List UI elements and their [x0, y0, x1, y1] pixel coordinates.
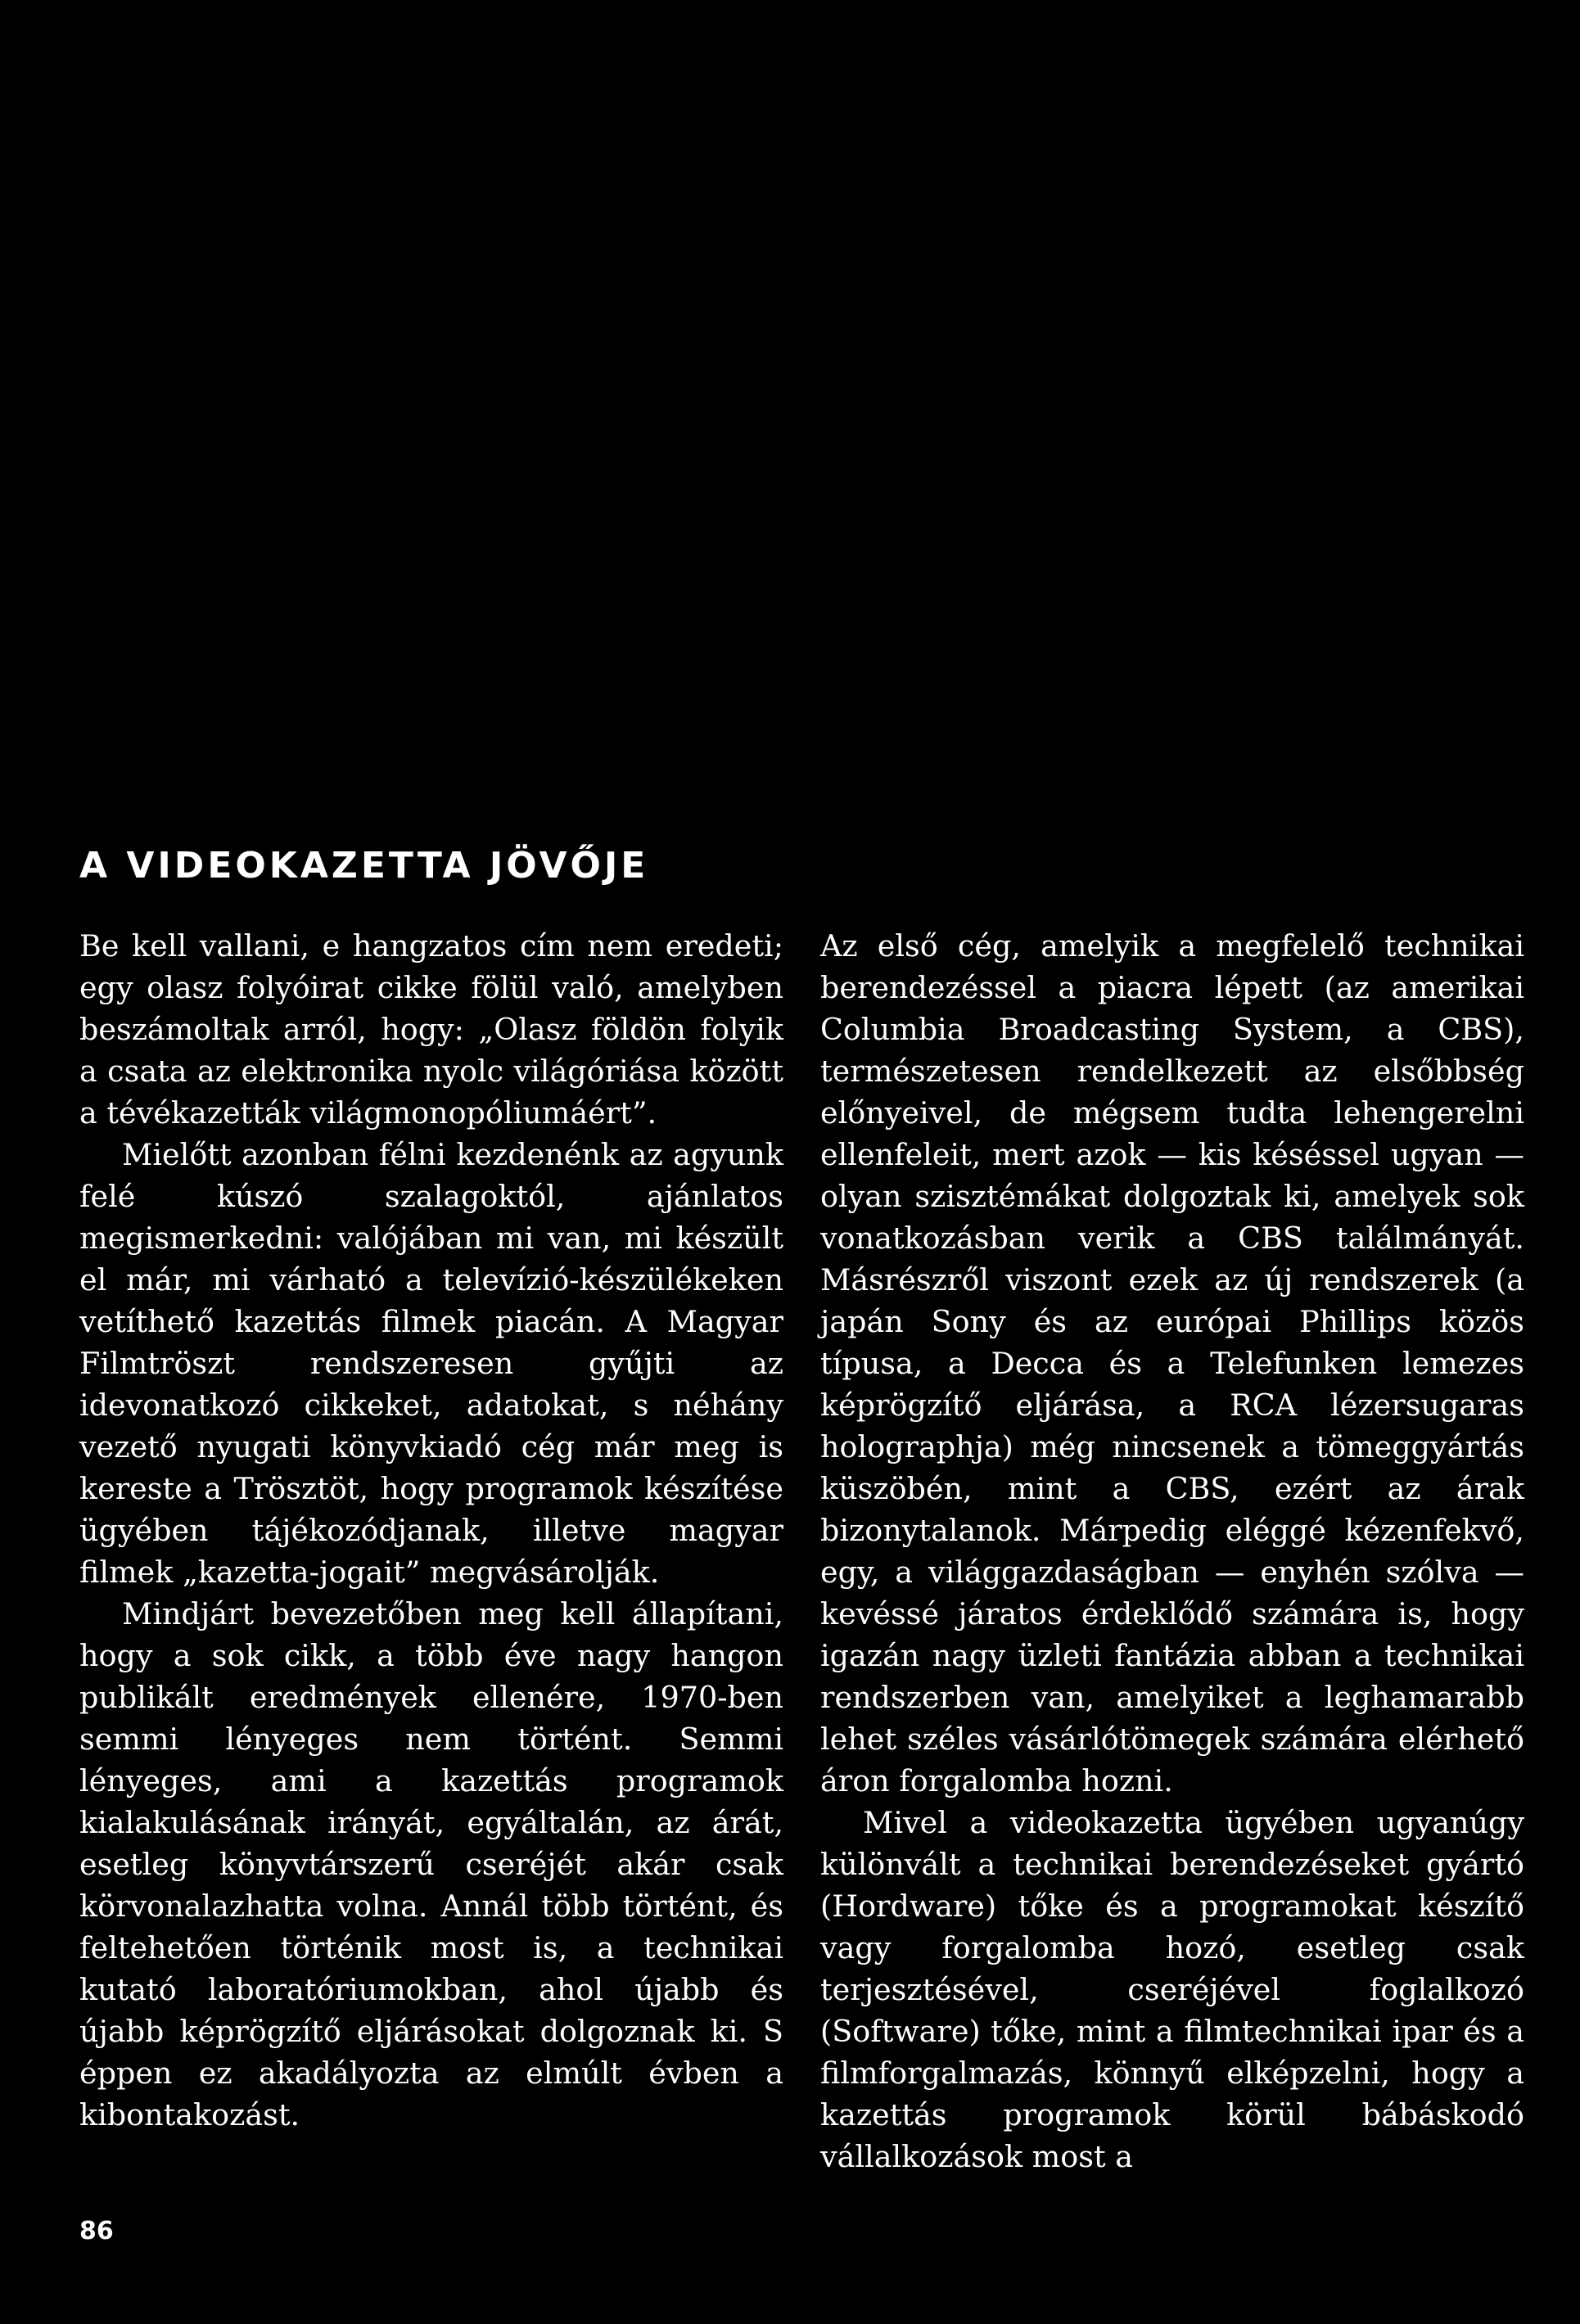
right-text-column: [820, 925, 1524, 2177]
paragraph: Mindjárt bevezetőben meg kell állapítani, hogy a sok cikk, a több éve nagy hangon publikált eredmények ellenére, 1970-ben semmi lényeges nem történt. Semmi lényeges, ami a kazettás programok kialakulásának irányát, egyáltalán, az árát, esetleg könyvtárszerű cseréjét akár csak körvonalazhatta volna. Annál több történt, és feltehetően történik most is, a technikai kutató laboratóriumokban, ahol újabb és újabb képrögzítő eljárásokat dolgoznak ki. S éppen ez akadályozta az elmúlt évben a kibontakozást.: [79, 1596, 783, 2132]
article-title: A VIDEOKAZETTA JÖVŐJE: [79, 845, 649, 887]
paragraph: Mivel a videokazetta ügyében ugyanúgy különvált a technikai berendezéseket gyártó (Hordware) tőke és a programokat készítő vagy forgalomba hozó, esetleg csak terjesztésével, cseréjével foglalkozó (Software) tőke, mint a filmtechnikai ipar és a filmforgalmazás, könnyű elképzelni, hogy a kazettás programok körül bábáskodó vállalkozások most a: [820, 1805, 1524, 2174]
left-text-column: [79, 925, 783, 2136]
page-number: 86: [79, 2217, 114, 2245]
paragraph: Az első cég, amelyik a megfelelő technikai berendezéssel a piacra lépett (az amerikai Columbia Broadcasting System, a CBS), természetesen rendelkezett az elsőbbség előnyeivel, de mégsem tudta lehengerelni ellenfeleit, mert azok — kis késéssel ugyan — olyan szisztémákat dolgoztak ki, amelyek sok vonatkozásban verik a CBS találmányát. Másrészről viszont ezek az új rendszerek (a japán Sony és az európai Phillips közös típusa, a Decca és a Telefunken lemezes képrögzítő eljárása, a RCA lézersugaras holographja) még nincsenek a tömeggyártás küszöbén, mint a CBS, ezért az árak bizonytalanok. Márpedig eléggé kézenfekvő, egy, a világgazdaságban — enyhén szólva — kevéssé járatos érdeklődő számára is, hogy igazán nagy üzleti fantázia abban a technikai rendszerben van, amelyiket a leghamarabb lehet széles vásárlótömegek számára elérhető áron forgalomba hozni.: [820, 928, 1524, 1798]
paragraph: Mielőtt azonban félni kezdenénk az agyunk felé kúszó szalagoktól, ajánlatos megismerkedni: valójában mi van, mi készült el már, mi várható a televízió-készülékeken vetíthető kazettás filmek piacán. A Magyar Filmtröszt rendszeresen gyűjti az idevonatkozó cikkeket, adatokat, s néhány vezető nyugati könyvkiadó cég már meg is kereste a Trösztöt, hogy programok készítése ügyében tájékozódjanak, illetve magyar filmek „kazetta-jogait” megvásárolják.: [79, 1137, 783, 1590]
paragraph: Be kell vallani, e hangzatos cím nem eredeti; egy olasz folyóirat cikke fölül való, amelyben beszámoltak arról, hogy: „Olasz földön folyik a csata az elektronika nyolc világóriása között a tévékazetták világmonopóliumáért”.: [79, 928, 783, 1130]
